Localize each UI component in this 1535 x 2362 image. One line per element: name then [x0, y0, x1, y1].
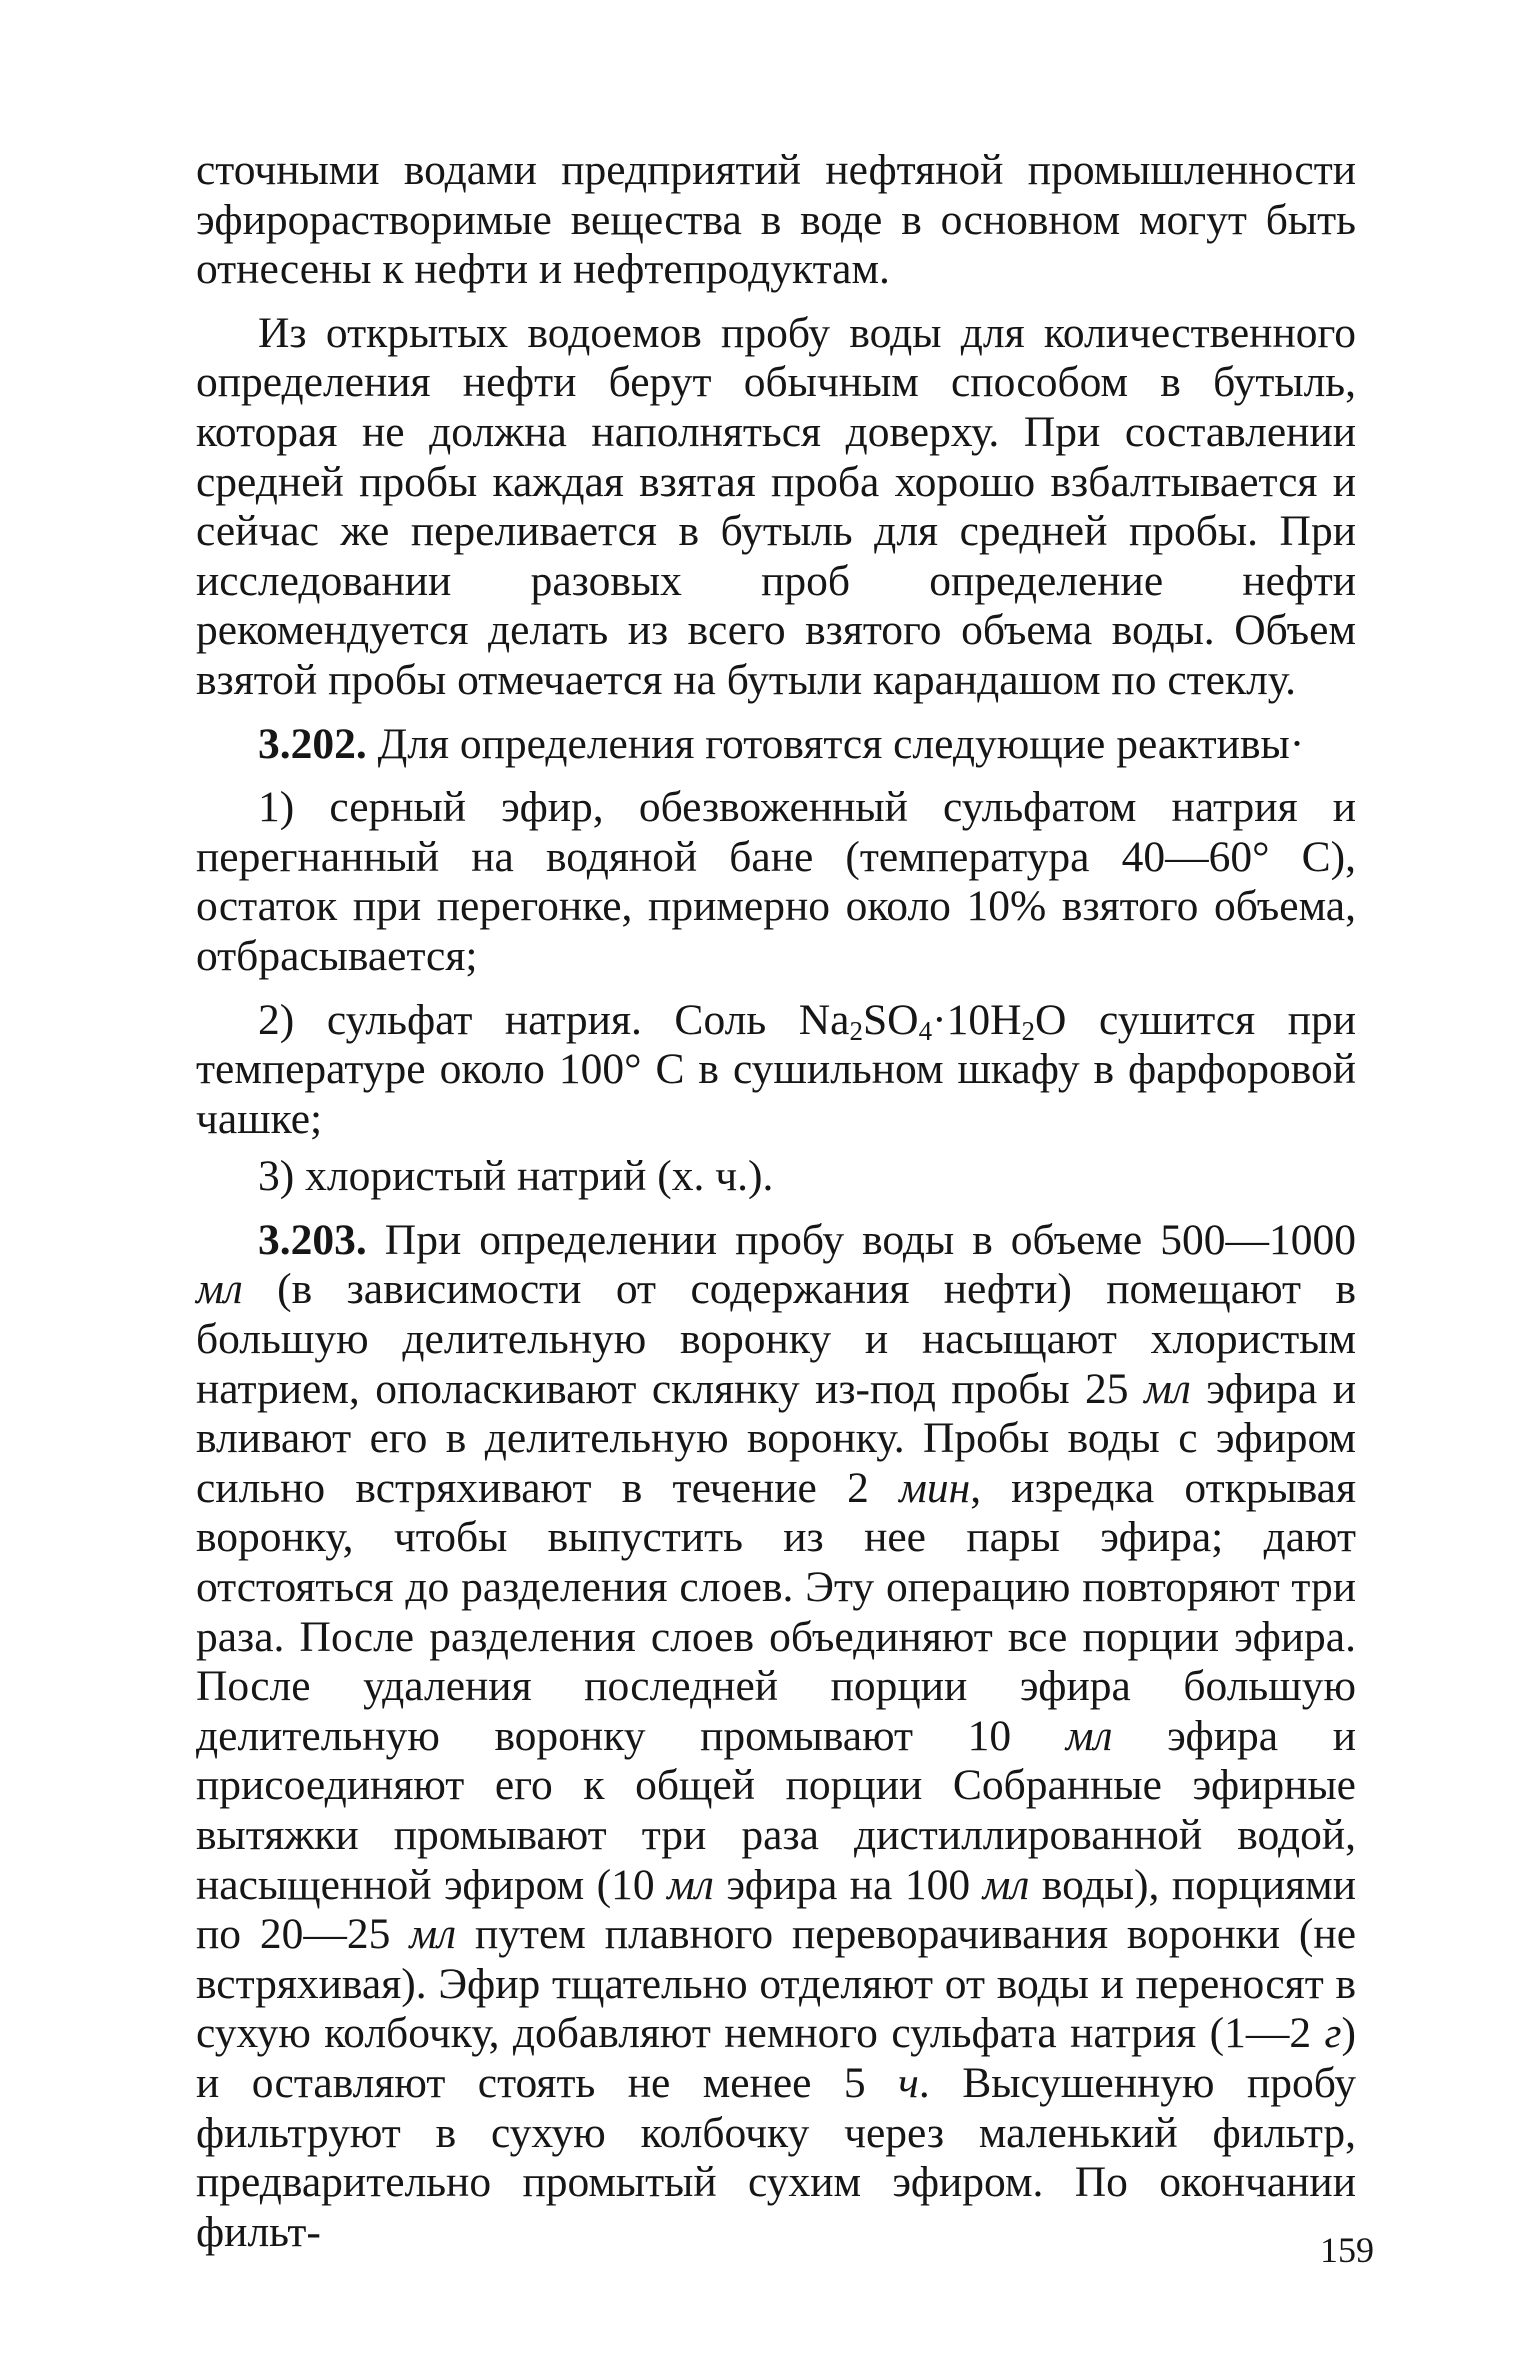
reagent-item-3: 3) хлористый натрий (х. ч.). — [258, 1152, 774, 1201]
text-run: 2) сульфат натрия. Соль Na — [258, 995, 850, 1044]
subscript: 2 — [1021, 1015, 1035, 1046]
text-run: воды), порциями по 20—25 — [196, 1860, 1356, 1959]
unit: мл — [667, 1860, 714, 1909]
text-run: При определении пробу воды в объеме 500—1000 — [384, 1215, 1357, 1264]
text-run: SO — [862, 995, 919, 1044]
section-text: Для определения готовятся следующие реактивы· — [377, 719, 1305, 768]
subscript: 2 — [849, 1015, 863, 1046]
section-number: 3.202. — [258, 719, 367, 768]
unit: мл — [1144, 1364, 1191, 1413]
unit: мл — [1065, 1711, 1113, 1760]
unit: мл — [982, 1860, 1030, 1909]
reagent-item-2 — [196, 996, 1356, 1145]
unit: ч — [898, 2058, 919, 2107]
page-number: 159 — [1320, 2230, 1374, 2270]
unit: г — [1324, 2009, 1342, 2058]
paragraph-sampling: Из открытых водоемов пробу воды для количественного определения нефти берут обычным способом в бутыль, которая не должна наполняться доверху. При составлении средней пробы каждая взятая проба хорошо взбалтывается и сейчас же переливается в бутыль для средней пробы. При исследовании разовых проб определение нефти рекомендуется делать из всего взятого объема воды. Объем взятой пробы отмечается на бутыли карандашом по стеклу. — [196, 308, 1356, 704]
section-3-203 — [196, 1216, 1356, 2257]
text-run: ) и оставляют стоять не менее 5 — [196, 2009, 1356, 2107]
text-run: эфира и вливают его в делительную воронку. Пробы воды с эфиром сильно встряхивают в течение 2 — [196, 1364, 1357, 1512]
text-run: эфира на 100 — [713, 1860, 983, 1909]
section-3-202 — [196, 720, 1356, 770]
text-run: . Высушенную пробу фильтруют в сухую колбочку через маленький фильтр, предварительно промытый сухим эфиром. По окончании фильт- — [196, 2058, 1356, 2256]
unit: мл — [196, 1265, 243, 1314]
subscript: 4 — [918, 1015, 933, 1046]
text-run: O сушится при температуре около 100° С в сушильном шкафу в фарфоровой чашке; — [196, 995, 1357, 1143]
reagent-item-1: 1) серный эфир, обезвоженный сульфатом натрия и перегнанный на водяной бане (температура 40—60° С), остаток при перегонке, примерно около 10% взятого объема, отбрасывается; — [196, 783, 1356, 980]
text-run: , изредка открывая воронку, чтобы выпустить из нее пары эфира; дают отстояться до разделения слоев. Эту операцию повторяют три раза. После разделения слоев объединяют все порции эфира. После удаления последней порции эфира большую делительную воронку промывают 10 — [196, 1463, 1356, 1760]
unit: мин — [899, 1463, 971, 1512]
text-run: ·10H — [932, 995, 1022, 1044]
paragraph-continuation: сточными водами предприятий нефтяной промышленности эфирорастворимые вещества в воде в основном могут быть отнесены к нефти и нефтепродуктам. — [196, 146, 1356, 294]
unit: мл — [409, 1910, 457, 1959]
text-run: (в зависимости от содержания нефти) помещают в большую делительную воронку и насыщают хлористым натрием, ополаскивают склянку из-под пробы 25 — [196, 1265, 1356, 1413]
body-text — [196, 146, 1356, 2257]
text-run: эфира и присоединяют его к общей порции Собранные эфирные вытяжки промывают три раза дистиллированной водой, насыщенной эфиром (10 — [196, 1711, 1356, 1909]
section-number: 3.203. — [258, 1215, 367, 1264]
text-run: путем плавного переворачивания воронки (не встряхивая). Эфир тщательно отделяют от воды и переносят в сухую колбочку, добавляют немного сульфата натрия (1—2 — [196, 1910, 1357, 2058]
